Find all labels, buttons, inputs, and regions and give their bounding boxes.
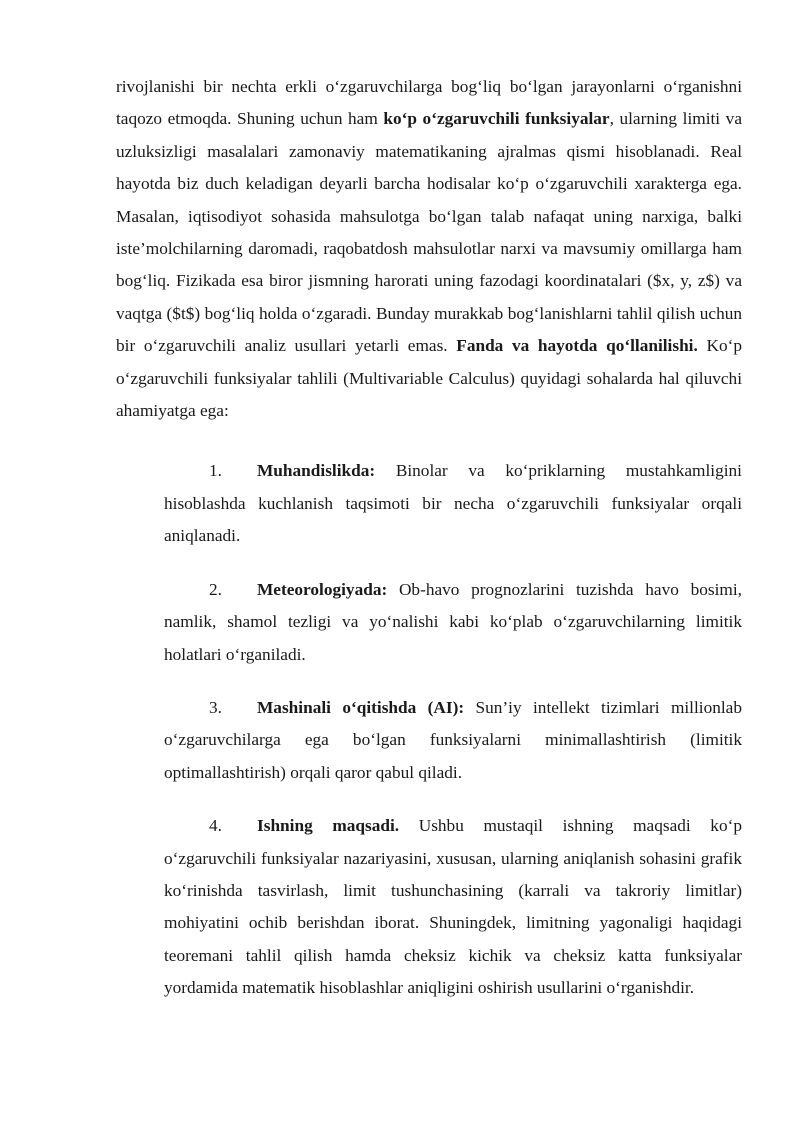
intro-text-2: , ularning limiti va uzluksizligi masalalari zamonaviy matematikaning ajralmas qismi hisoblanadi. Real hayotda biz duch keladigan deyarli barcha hodisalar ko‘p o‘zgaruvchili xarakterga ega. Masalan, iqtisodiyot sohasida mahsulotga bo‘lgan talab nafaqat uning narxiga, balki iste’molchilarning daromadi, raqobatdosh mahsulotlar narxi va mavsumiy omillarga ham bog‘liq. Fizikada esa biror jismning harorati uning fazodagi koordinatalari ($x, y, z$) va vaqtga ($t$) bog‘liq holda o‘zgaradi. Bunday murakkab bog‘lanishlarni tahlil qilish uchun bir o‘zgaruvchili analiz usullari yetarli emas. bbox=[116, 109, 742, 356]
intro-bold-term: ko‘p o‘zgaruvchili funksiyalar bbox=[383, 109, 610, 129]
intro-bold-heading: Fanda va hayotda qo‘llanilishi. bbox=[456, 336, 698, 356]
list-item-number: 4. bbox=[209, 816, 222, 836]
list-item bbox=[164, 692, 742, 789]
list-item-text: Binolar va ko‘priklarning mustahkamligini hisoblashda kuchlanish taqsimoti bir necha o‘zgaruvchili funksiyalar orqali aniqlanadi. bbox=[164, 461, 742, 546]
list-item-text: Ushbu mustaqil ishning maqsadi ko‘p o‘zgaruvchili funksiyalar nazariyasini, xususan, ularning aniqlanish sohasini grafik ko‘rinishda tasvirlash, limit tushunchasining (karrali va takroriy limitlar) mohiyatini ochib berishdan iborat. Shuningdek, limitning yagonaligi haqidagi teoremani tahlil qilish hamda cheksiz kichik va cheksiz katta funksiyalar yordamida matematik hisoblashlar aniqligini oshirish usullarini o‘rganishdir. bbox=[164, 816, 742, 998]
list-item bbox=[164, 574, 742, 671]
numbered-list bbox=[116, 455, 742, 1004]
intro-text-3: Ko‘p o‘zgaruvchili funksiyalar tahlili (Multivariable Calculus) quyidagi sohalarda hal qiluvchi ahamiyatga ega: bbox=[116, 336, 742, 421]
list-item-number: 2. bbox=[209, 579, 222, 599]
list-item-number: 3. bbox=[209, 697, 222, 717]
intro-text-1: rivojlanishi bir nechta erkli o‘zgaruvchilarga bog‘liq bo‘lgan jarayonlarni o‘rganishni taqozo etmoqda. Shuning uchun ham bbox=[116, 77, 742, 129]
list-item-title: Meteorologiyada: bbox=[257, 579, 388, 599]
list-item-title: Muhandislikda: bbox=[257, 461, 376, 481]
list-item bbox=[164, 810, 742, 1004]
intro-paragraph bbox=[116, 71, 742, 427]
list-item-title: Ishning maqsadi. bbox=[257, 816, 400, 836]
document-page bbox=[116, 71, 742, 1005]
list-item-number: 1. bbox=[209, 461, 222, 481]
list-item-text: Ob-havo prognozlarini tuzishda havo bosimi, namlik, shamol tezligi va yo‘nalishi kabi ko‘plab o‘zgaruvchilarning limitik holatlari o‘rganiladi. bbox=[164, 579, 742, 664]
list-item-text: Sun’iy intellekt tizimlari millionlab o‘zgaruvchilarga ega bo‘lgan funksiyalarni minimallashtirish (limitik optimallashtirish) orqali qaror qabul qiladi. bbox=[164, 697, 742, 782]
list-item-title: Mashinali o‘qitishda (AI): bbox=[257, 697, 465, 717]
list-item bbox=[164, 455, 742, 552]
